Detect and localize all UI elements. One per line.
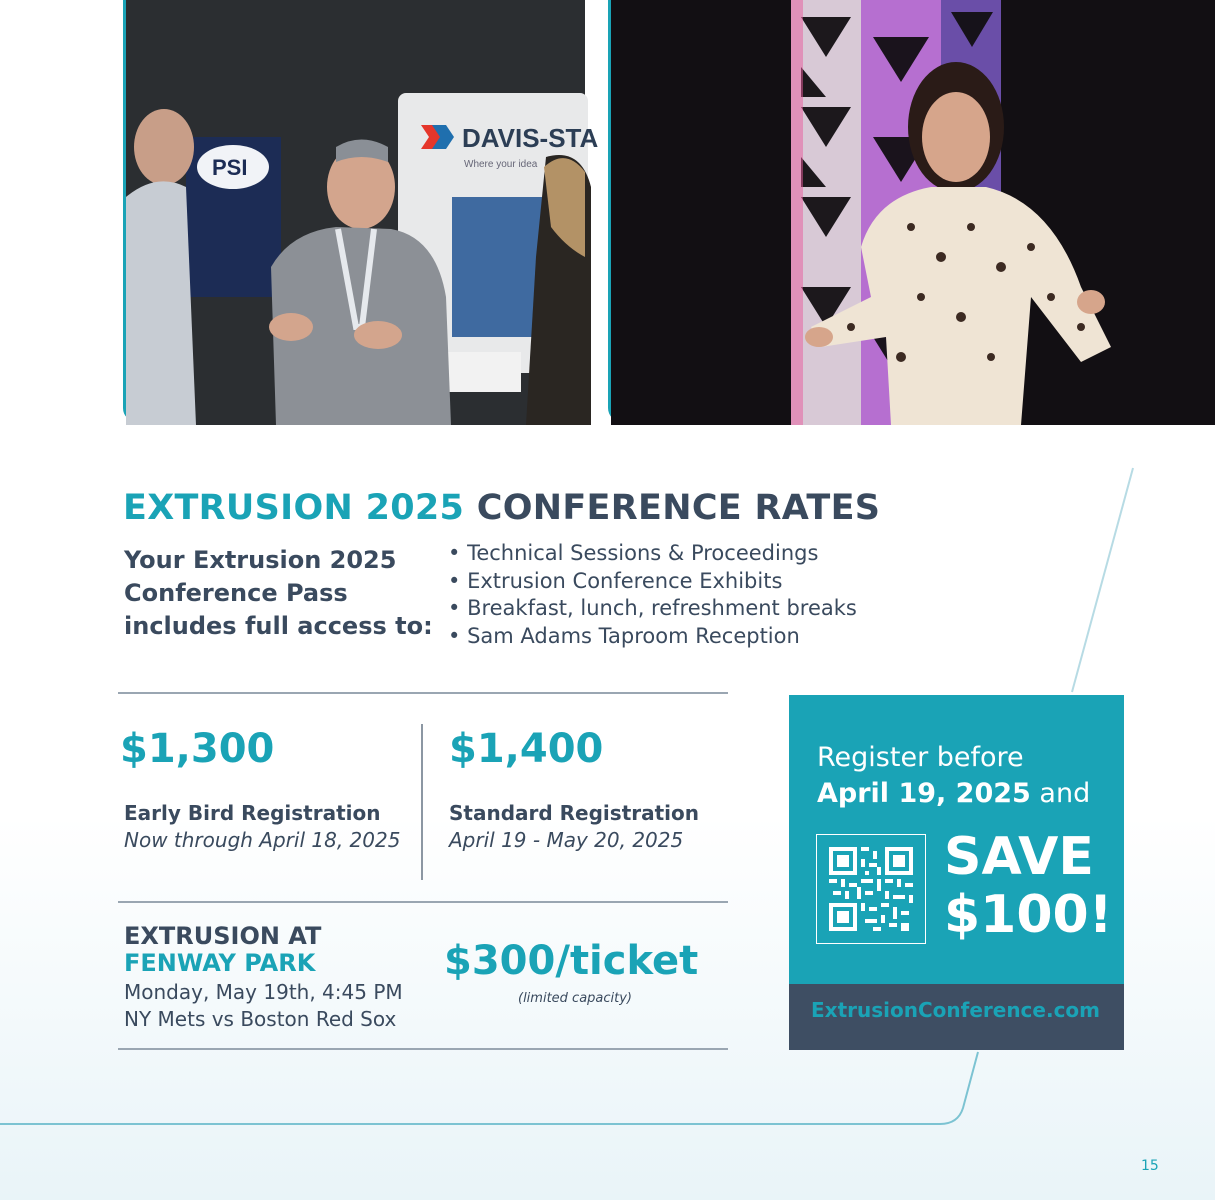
qr-code[interactable] [816, 834, 926, 944]
includes-list [448, 540, 857, 650]
davis-sign-tagline: Where your idea [464, 159, 538, 170]
page-title-highlight: EXTRUSION 2025 [123, 488, 465, 528]
early-bird-dates: Now through April 18, 2025 [124, 828, 401, 852]
save-amount [944, 828, 1112, 944]
divider [118, 692, 728, 694]
register-and: and [1039, 778, 1091, 809]
pass-description: Your Extrusion 2025 Conference Pass includes full access to: [124, 546, 433, 640]
divider [421, 724, 423, 880]
page-title-rest: CONFERENCE RATES [476, 488, 881, 528]
early-bird-title: Early Bird Registration [124, 801, 381, 825]
divider [118, 901, 728, 903]
website-link[interactable]: ExtrusionConference.com [811, 998, 1101, 1022]
page-title [123, 488, 880, 528]
early-bird-price: $1,300 [120, 726, 275, 772]
fenway-subtitle: FENWAY PARK [124, 949, 316, 977]
standard-title: Standard Registration [449, 801, 700, 825]
fenway-datetime: Monday, May 19th, 4:45 PM [124, 980, 403, 1004]
save-value: $100! [944, 885, 1113, 945]
fenway-title: EXTRUSION AT [124, 922, 322, 950]
divider [118, 1048, 728, 1050]
includes-item: • Extrusion Conference Exhibits [448, 568, 857, 596]
register-before-line: Register before [817, 742, 1024, 773]
page-number: 15 [1141, 1158, 1159, 1174]
psi-sign-text: PSI [212, 155, 248, 180]
qr-code-icon [829, 847, 913, 931]
fenway-game: NY Mets vs Boston Red Sox [124, 1007, 397, 1031]
includes-item: • Breakfast, lunch, refreshment breaks [448, 595, 857, 623]
fenway-ticket-price: $300/ticket [444, 938, 699, 984]
includes-item: • Sam Adams Taproom Reception [448, 623, 857, 651]
expo-photo [123, 0, 599, 422]
register-deadline: April 19, 2025 [817, 778, 1031, 809]
davis-sign-text: DAVIS-STA [462, 123, 599, 153]
standard-dates: April 19 - May 20, 2025 [449, 828, 684, 852]
register-before-text [817, 740, 1090, 812]
save-line: SAVE [944, 827, 1094, 887]
standard-price: $1,400 [449, 726, 604, 772]
fenway-capacity-note: (limited capacity) [518, 991, 633, 1006]
speaker-photo [608, 0, 1212, 422]
includes-item: • Technical Sessions & Proceedings [448, 540, 857, 568]
